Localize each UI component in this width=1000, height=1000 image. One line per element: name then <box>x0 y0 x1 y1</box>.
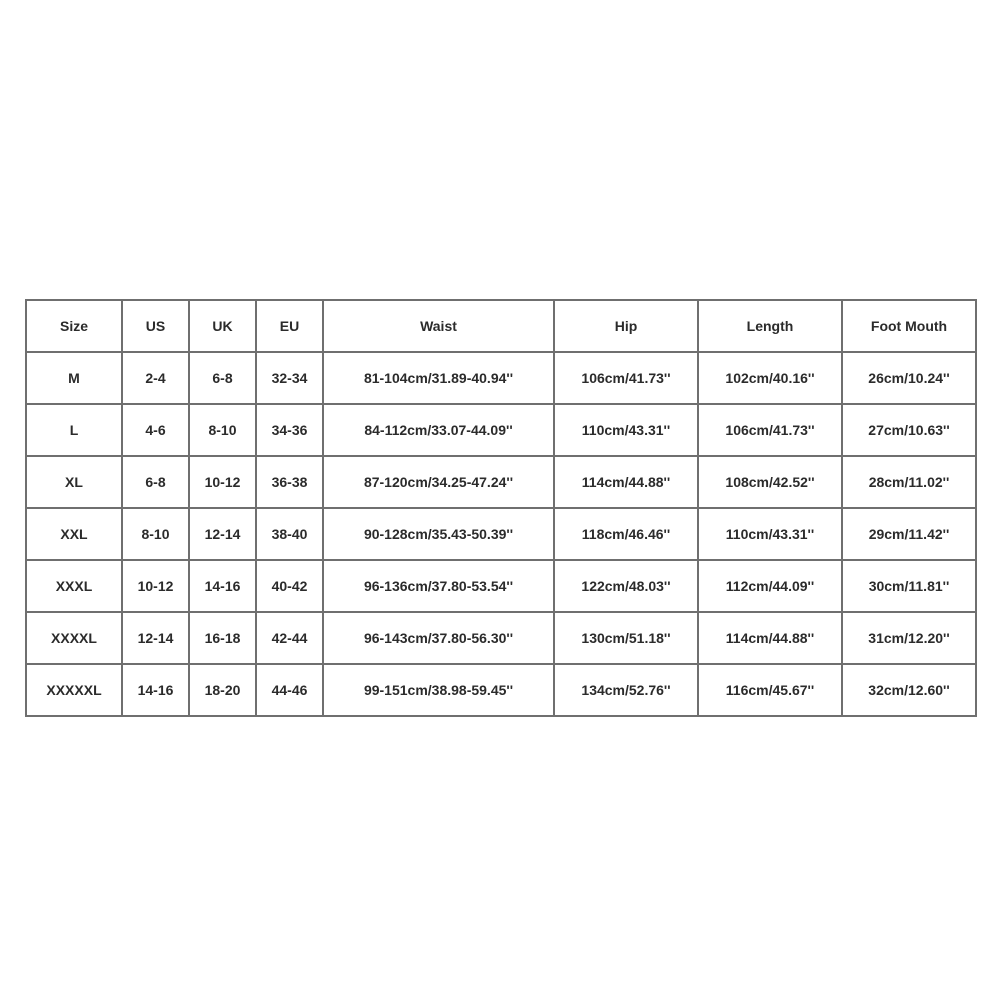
cell-us: 14-16 <box>122 664 189 716</box>
cell-foot-mouth: 29cm/11.42'' <box>842 508 976 560</box>
header-uk: UK <box>189 300 256 352</box>
header-foot-mouth: Foot Mouth <box>842 300 976 352</box>
cell-foot-mouth: 28cm/11.02'' <box>842 456 976 508</box>
cell-uk: 8-10 <box>189 404 256 456</box>
cell-hip: 122cm/48.03'' <box>554 560 698 612</box>
cell-uk: 14-16 <box>189 560 256 612</box>
cell-foot-mouth: 32cm/12.60'' <box>842 664 976 716</box>
cell-us: 12-14 <box>122 612 189 664</box>
cell-waist: 96-143cm/37.80-56.30'' <box>323 612 554 664</box>
cell-length: 108cm/42.52'' <box>698 456 842 508</box>
table-row <box>26 456 976 508</box>
cell-us: 10-12 <box>122 560 189 612</box>
cell-size: XXL <box>26 508 122 560</box>
header-hip: Hip <box>554 300 698 352</box>
header-length: Length <box>698 300 842 352</box>
cell-us: 8-10 <box>122 508 189 560</box>
cell-length: 114cm/44.88'' <box>698 612 842 664</box>
cell-us: 4-6 <box>122 404 189 456</box>
cell-foot-mouth: 31cm/12.20'' <box>842 612 976 664</box>
cell-eu: 42-44 <box>256 612 323 664</box>
table-row <box>26 560 976 612</box>
cell-uk: 10-12 <box>189 456 256 508</box>
cell-size: XXXXXL <box>26 664 122 716</box>
cell-eu: 32-34 <box>256 352 323 404</box>
table-row <box>26 612 976 664</box>
cell-waist: 90-128cm/35.43-50.39'' <box>323 508 554 560</box>
cell-hip: 118cm/46.46'' <box>554 508 698 560</box>
cell-waist: 87-120cm/34.25-47.24'' <box>323 456 554 508</box>
table-header <box>26 300 976 352</box>
cell-size: XXXL <box>26 560 122 612</box>
table-row <box>26 352 976 404</box>
cell-size: XXXXL <box>26 612 122 664</box>
cell-eu: 44-46 <box>256 664 323 716</box>
cell-size: XL <box>26 456 122 508</box>
cell-hip: 110cm/43.31'' <box>554 404 698 456</box>
cell-length: 110cm/43.31'' <box>698 508 842 560</box>
header-waist: Waist <box>323 300 554 352</box>
cell-hip: 106cm/41.73'' <box>554 352 698 404</box>
table-body <box>26 352 976 716</box>
cell-foot-mouth: 30cm/11.81'' <box>842 560 976 612</box>
cell-uk: 16-18 <box>189 612 256 664</box>
table-row <box>26 404 976 456</box>
cell-waist: 81-104cm/31.89-40.94'' <box>323 352 554 404</box>
cell-eu: 34-36 <box>256 404 323 456</box>
cell-waist: 99-151cm/38.98-59.45'' <box>323 664 554 716</box>
table-row <box>26 664 976 716</box>
cell-foot-mouth: 26cm/10.24'' <box>842 352 976 404</box>
cell-eu: 36-38 <box>256 456 323 508</box>
header-eu: EU <box>256 300 323 352</box>
cell-eu: 40-42 <box>256 560 323 612</box>
cell-waist: 96-136cm/37.80-53.54'' <box>323 560 554 612</box>
cell-foot-mouth: 27cm/10.63'' <box>842 404 976 456</box>
cell-length: 116cm/45.67'' <box>698 664 842 716</box>
table-row <box>26 508 976 560</box>
size-chart-table <box>25 299 977 717</box>
cell-hip: 114cm/44.88'' <box>554 456 698 508</box>
cell-hip: 134cm/52.76'' <box>554 664 698 716</box>
header-row <box>26 300 976 352</box>
cell-size: L <box>26 404 122 456</box>
cell-size: M <box>26 352 122 404</box>
cell-length: 112cm/44.09'' <box>698 560 842 612</box>
cell-length: 102cm/40.16'' <box>698 352 842 404</box>
cell-us: 6-8 <box>122 456 189 508</box>
cell-us: 2-4 <box>122 352 189 404</box>
cell-uk: 18-20 <box>189 664 256 716</box>
cell-length: 106cm/41.73'' <box>698 404 842 456</box>
header-us: US <box>122 300 189 352</box>
cell-eu: 38-40 <box>256 508 323 560</box>
cell-waist: 84-112cm/33.07-44.09'' <box>323 404 554 456</box>
cell-hip: 130cm/51.18'' <box>554 612 698 664</box>
cell-uk: 12-14 <box>189 508 256 560</box>
header-size: Size <box>26 300 122 352</box>
cell-uk: 6-8 <box>189 352 256 404</box>
